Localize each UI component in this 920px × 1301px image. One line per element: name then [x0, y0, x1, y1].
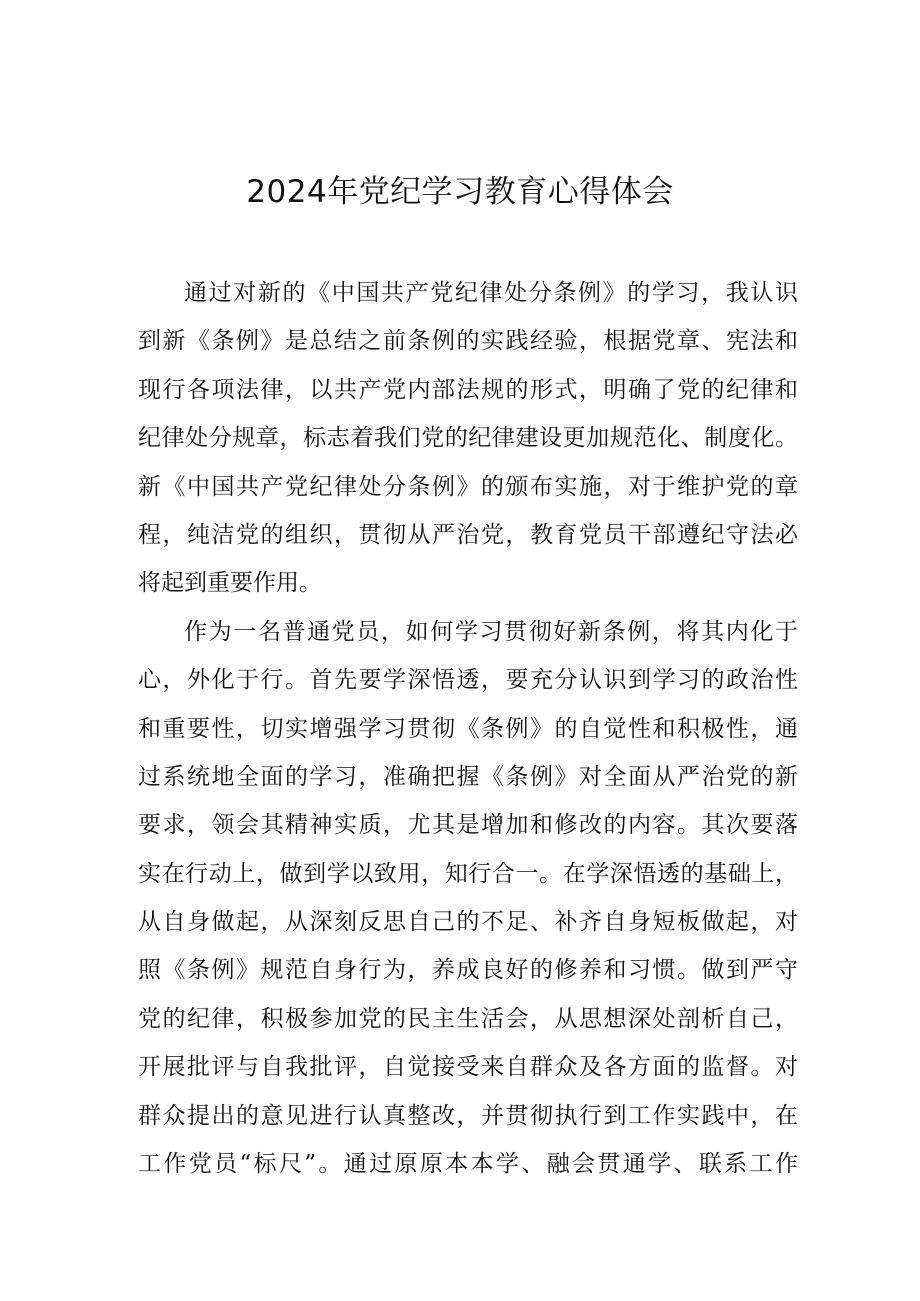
- text-line: 作为一名普通党员，如何学习贯彻好新条例，将其内化于: [184, 618, 798, 645]
- text-line: 将起到重要作用。: [138, 570, 322, 597]
- text-line: 通过对新的《中国共产党纪律处分条例》的学习，我认识: [184, 280, 798, 306]
- text-line: 开展批评与自我批评，自觉接受来自群众及各方面的监督。对: [138, 1054, 798, 1081]
- text-line: 现行各项法律，以共产党内部法规的形式，明确了党的纪律和: [138, 376, 798, 403]
- text-line: 要求，领会其精神实质，尤其是增加和修改的内容。其次要落: [138, 812, 798, 839]
- text-line: 新《中国共产党纪律处分条例》的颁布实施，对于维护党的章: [138, 473, 798, 500]
- paragraph: [138, 269, 798, 608]
- text-line: 到新《条例》是总结之前条例的实践经验，根据党章、宪法和: [138, 328, 798, 355]
- text-line: 实在行动上，做到学以致用，知行合一。在学深悟透的基础上，: [138, 860, 798, 887]
- text-line: 群众提出的意见进行认真整改，并贯彻执行到工作实践中，在: [138, 1102, 798, 1129]
- document-title: 2024年党纪学习教育心得体会: [246, 174, 674, 210]
- text-line: 工作党员“标尺”。通过原原本本学、融会贯通学、联系工作: [138, 1151, 798, 1178]
- text-line: 过系统地全面的学习，准确把握《条例》对全面从严治党的新: [138, 763, 798, 790]
- text-line: 纪律处分规章，标志着我们党的纪律建设更加规范化、制度化。: [138, 425, 798, 452]
- document-body: [138, 269, 798, 1188]
- text-line: 照《条例》规范自身行为，养成良好的修养和习惯。做到严守: [138, 957, 798, 984]
- text-line: 党的纪律，积极参加党的民主生活会，从思想深处剖析自己，: [138, 1005, 798, 1032]
- paragraph: [138, 608, 798, 1189]
- text-line: 心，外化于行。首先要学深悟透，要充分认识到学习的政治性: [138, 667, 798, 694]
- text-line: 和重要性，切实增强学习贯彻《条例》的自觉性和积极性，通: [138, 715, 798, 742]
- text-line: 从自身做起，从深刻反思自己的不足、补齐自身短板做起，对: [138, 909, 798, 936]
- text-line: 程，纯洁党的组织，贯彻从严治党，教育党员干部遵纪守法必: [138, 521, 798, 548]
